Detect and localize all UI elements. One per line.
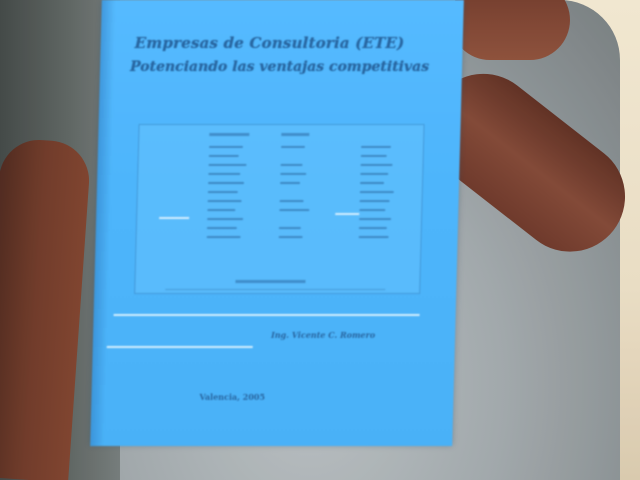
book-title: Empresas de Consultoria (ETE) — [134, 34, 405, 52]
cover-diagram — [134, 124, 424, 294]
diagram-caption — [235, 280, 305, 283]
diagram-arrow-left — [159, 217, 189, 219]
book-subtitle: Potenciando las ventajas competitivas — [129, 59, 430, 75]
book-cover — [90, 0, 464, 446]
book-place-date: Valencia, 2005 — [199, 392, 266, 402]
cover-rule-bottom — [107, 346, 253, 348]
cover-rule-top — [114, 314, 420, 316]
right-hand — [450, 0, 570, 60]
diagram-column-right — [358, 133, 411, 245]
diagram-arrow-right — [335, 213, 359, 215]
diagram-footline — [165, 289, 385, 290]
diagram-column-middle — [278, 133, 331, 245]
diagram-column-left — [206, 133, 269, 245]
book-author: Ing. Vicente C. Romero — [270, 330, 376, 340]
